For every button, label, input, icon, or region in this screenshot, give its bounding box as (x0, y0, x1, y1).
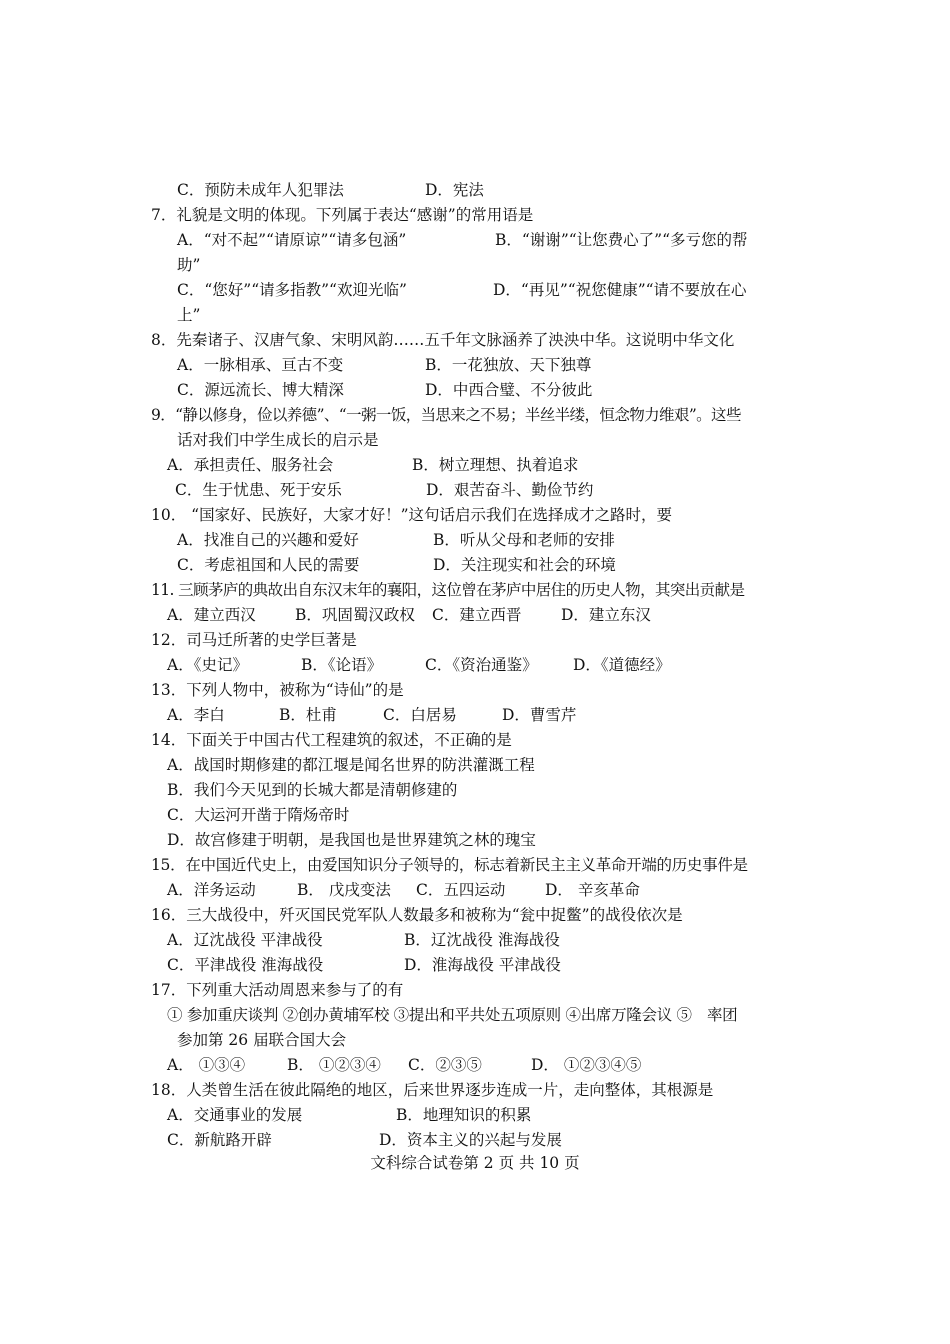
q18-option-c: C．新航路开辟 (167, 1131, 272, 1149)
question-14: 14．下面关于中国古代工程建筑的叙述，不正确的是 (151, 731, 512, 749)
q16-option-d: D．淮海战役 平津战役 (404, 956, 561, 974)
q17-option-c: C．②③⑤ (408, 1056, 482, 1074)
q17-option-a: A． ①③④ (167, 1056, 246, 1074)
q10-option-a: A．找准自己的兴趣和爱好 (177, 531, 359, 549)
q7-option-b-cont: 助” (177, 256, 201, 274)
q14-option-d: D．故宫修建于明朝，是我国也是世界建筑之林的瑰宝 (167, 831, 536, 849)
q14-option-a: A．战国时期修建的都江堰是闻名世界的防洪灌溉工程 (167, 756, 535, 774)
q11-option-b: B．巩固蜀汉政权 (295, 606, 415, 624)
q12-option-a: A．《史记》 (167, 656, 248, 674)
q7-option-a: A．“对不起”“请原谅”“请多包涵” (177, 231, 407, 249)
q7-option-b: B．“谢谢”“让您费心了”“多亏您的帮 (495, 231, 748, 249)
question-13: 13．下列人物中，被称为“诗仙”的是 (151, 681, 404, 699)
q15-option-a: A．洋务运动 (167, 881, 256, 899)
q9-option-c: C．生于忧患、死于安乐 (175, 481, 342, 499)
q12-option-d: D．《道德经》 (573, 656, 671, 674)
q17-option-b: B． ①②③④ (287, 1056, 381, 1074)
q6-option-c: C．预防未成年人犯罪法 (177, 181, 344, 199)
q13-option-b: B．杜甫 (279, 706, 337, 724)
question-7: 7．礼貌是文明的体现。下列属于表达“感谢”的常用语是 (151, 206, 534, 224)
question-18: 18．人类曾生活在彼此隔绝的地区，后来世界逐步连成一片，走向整体，其根源是 (151, 1081, 714, 1099)
q13-option-d: D．曹雪芹 (502, 706, 577, 724)
q17-statements-cont: 参加第 26 届联合国大会 (177, 1031, 347, 1049)
q7-option-d-cont: 上” (177, 306, 201, 324)
q15-option-d: D． 辛亥革命 (545, 881, 640, 899)
q11-option-a: A．建立西汉 (167, 606, 256, 624)
q18-option-d: D．资本主义的兴起与发展 (379, 1131, 562, 1149)
q14-option-b: B．我们今天见到的长城大都是清朝修建的 (167, 781, 458, 799)
page-footer: 文科综合试卷第 2 页 共 10 页 (370, 1154, 580, 1172)
q10-option-b: B．听从父母和老师的安排 (433, 531, 615, 549)
question-9-cont: 话对我们中学生成长的启示是 (177, 431, 379, 449)
q12-option-b: B．《论语》 (301, 656, 383, 674)
q11-option-c: C．建立西晋 (432, 606, 522, 624)
question-11: 11. 三顾茅庐的典故出自东汉末年的襄阳，这位曾在茅庐中居住的历史人物，其突出贡献是 (151, 581, 745, 599)
q18-option-a: A．交通事业的发展 (167, 1106, 303, 1124)
q6-option-d: D．宪法 (425, 181, 484, 199)
q10-option-d: D．关注现实和社会的环境 (433, 556, 616, 574)
q15-option-c: C．五四运动 (416, 881, 506, 899)
question-17: 17．下列重大活动周恩来参与了的有 (151, 981, 404, 999)
q8-option-b: B．一花独放、天下独尊 (425, 356, 592, 374)
q7-option-d: D．“再见”“祝您健康”“请不要放在心 (493, 281, 747, 299)
question-12: 12．司马迁所著的史学巨著是 (151, 631, 357, 649)
q15-option-b: B． 戊戌变法 (297, 881, 391, 899)
q14-option-c: C．大运河开凿于隋炀帝时 (167, 806, 350, 824)
question-16: 16．三大战役中，歼灭国民党军队人数最多和被称为“瓮中捉鳖”的战役依次是 (151, 906, 683, 924)
q8-option-a: A．一脉相承、亘古不变 (177, 356, 344, 374)
q16-option-c: C．平津战役 淮海战役 (167, 956, 324, 974)
q7-option-c: C．“您好”“请多指教”“欢迎光临” (177, 281, 407, 299)
q18-option-b: B．地理知识的积累 (396, 1106, 532, 1124)
q17-option-d: D． ①②③④⑤ (531, 1056, 642, 1074)
question-9: 9．“静以修身，俭以养德”、“一粥一饭，当思来之不易；半丝半缕，恒念物力维艰”。这些 (151, 406, 741, 424)
q13-option-a: A．李白 (167, 706, 225, 724)
q9-option-b: B．树立理想、执着追求 (412, 456, 579, 474)
q8-option-d: D．中西合璧、不分彼此 (425, 381, 593, 399)
q12-option-c: C．《资治通鉴》 (425, 656, 538, 674)
q9-option-a: A．承担责任、服务社会 (167, 456, 334, 474)
q17-statements: ① 参加重庆谈判 ②创办黄埔军校 ③提出和平共处五项原则 ④出席万隆会议 ⑤ 率团 (167, 1006, 738, 1024)
q9-option-d: D．艰苦奋斗、勤俭节约 (426, 481, 594, 499)
question-8: 8．先秦诸子、汉唐气象、宋明风韵……五千年文脉涵养了泱泱中华。这说明中华文化 (151, 331, 735, 349)
question-10: 10． “国家好、民族好，大家才好！”这句话启示我们在选择成才之路时，要 (151, 506, 673, 524)
question-15: 15．在中国近代史上，由爱国知识分子领导的，标志着新民主主义革命开端的历史事件是 (151, 856, 748, 874)
q16-option-b: B．辽沈战役 淮海战役 (404, 931, 560, 949)
q8-option-c: C．源远流长、博大精深 (177, 381, 344, 399)
q16-option-a: A．辽沈战役 平津战役 (167, 931, 323, 949)
q11-option-d: D．建立东汉 (561, 606, 651, 624)
q13-option-c: C．白居易 (383, 706, 457, 724)
q10-option-c: C．考虑祖国和人民的需要 (177, 556, 360, 574)
